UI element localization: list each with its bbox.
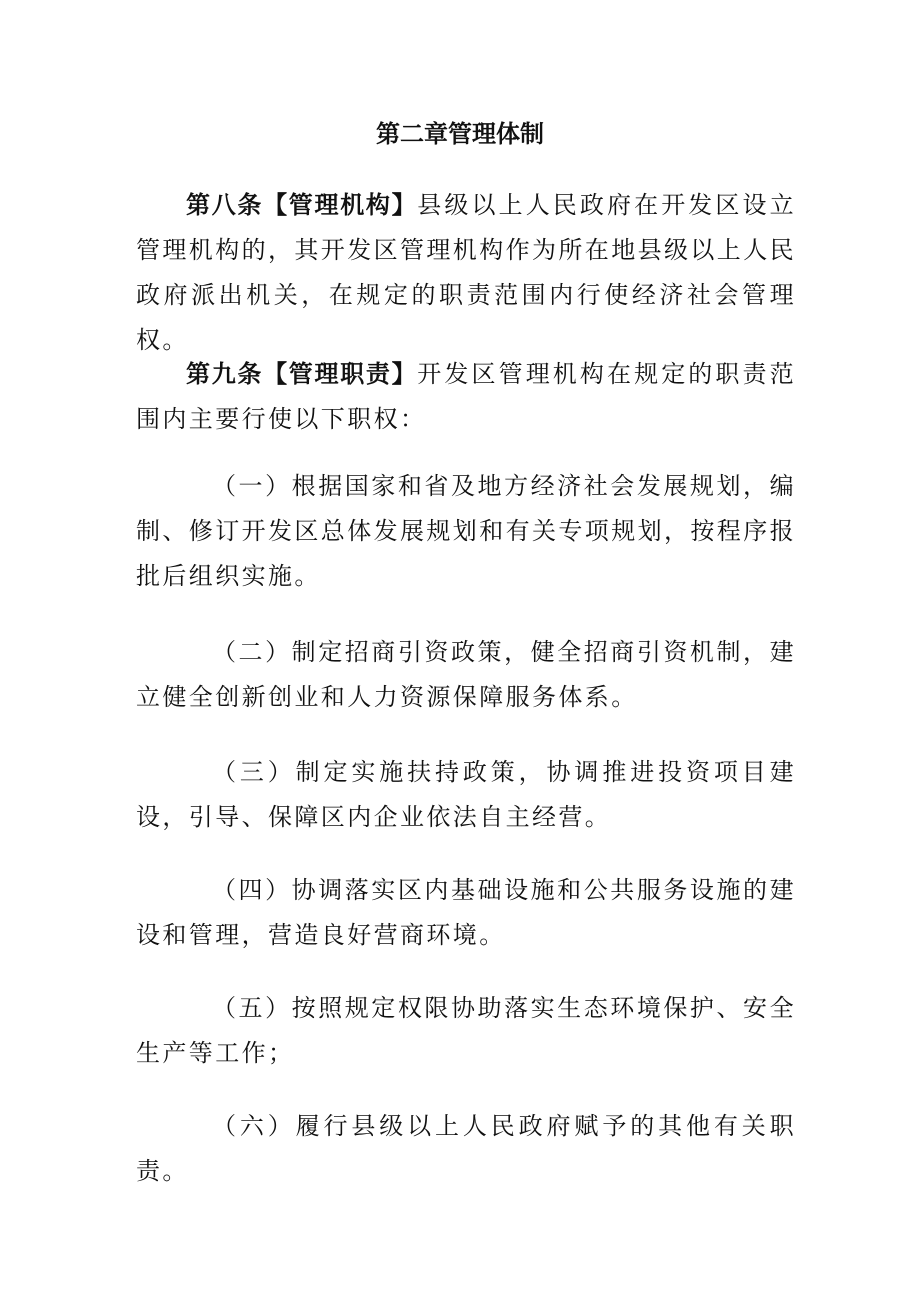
item-5: （五）按照规定权限协助落实生态环境保护、安全生产等工作； bbox=[136, 994, 796, 1067]
article-9 bbox=[136, 352, 796, 442]
item-3: （三）制定实施扶持政策，协调推进投资项目建设，引导、保障区内企业依法自主经营。 bbox=[136, 758, 796, 831]
article-9-body: 开发区管理机构在规定的职责范围内主要行使以下职权： bbox=[136, 360, 796, 433]
article-8 bbox=[136, 183, 796, 363]
article-8-body: 县级以上人民政府在开发区设立管理机构的，其开发区管理机构作为所在地县级以上人民政府派出机关，在规定的职责范围内行使经济社会管理权。 bbox=[136, 191, 796, 354]
item-1: （一）根据国家和省及地方经济社会发展规划，编制、修订开发区总体发展规划和有关专项规划，按程序报批后组织实施。 bbox=[136, 472, 796, 590]
article-9-heading: 第九条【管理职责】 bbox=[186, 360, 418, 388]
item-4: （四）协调落实区内基础设施和公共服务设施的建设和管理，营造良好营商环境。 bbox=[136, 876, 796, 949]
item-2: （二）制定招商引资政策，健全招商引资机制，建立健全创新创业和人力资源保障服务体系。 bbox=[136, 638, 796, 711]
item-6: （六）履行县级以上人民政府赋予的其他有关职责。 bbox=[136, 1112, 796, 1185]
chapter-title: 第二章管理体制 bbox=[376, 120, 544, 148]
article-8-heading: 第八条【管理机构】 bbox=[186, 191, 418, 219]
